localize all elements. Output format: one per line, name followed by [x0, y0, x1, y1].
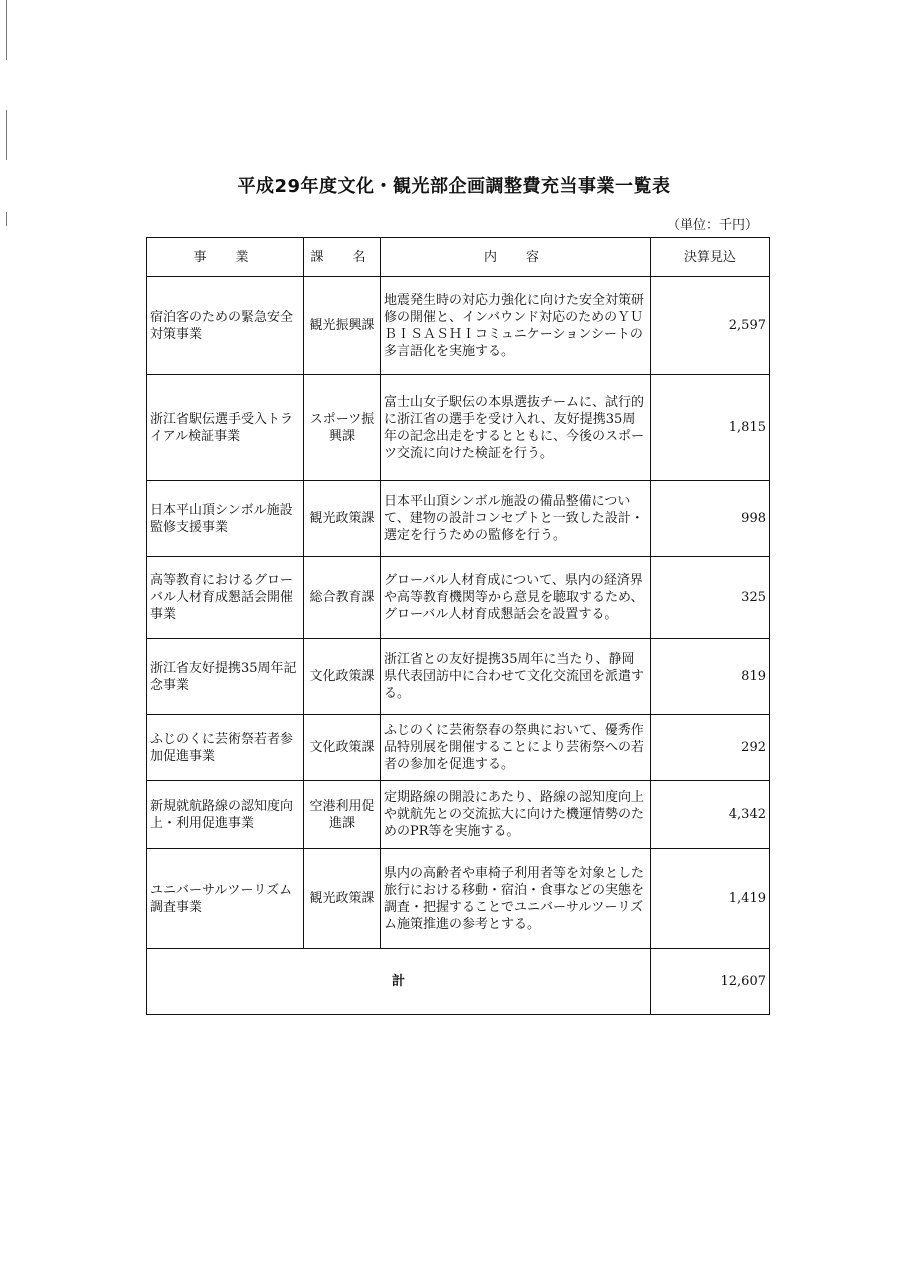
project-cell: 新規就航路線の認知度向上・利用促進事業: [147, 781, 304, 849]
amount-cell: 1,815: [651, 375, 770, 481]
header-content: 内 容: [381, 238, 651, 277]
table-row: [147, 781, 770, 849]
content-cell: 日本平山頂シンボル施設の備品整備について、建物の設計コンセプトと一致した設計・選定を行うための監修を行う。: [381, 481, 651, 557]
table-row: [147, 277, 770, 375]
section-cell: 文化政策課: [304, 639, 381, 715]
table-row: [147, 375, 770, 481]
amount-cell: 2,597: [651, 277, 770, 375]
section-cell: 文化政策課: [304, 715, 381, 781]
project-cell: 宿泊客のための緊急安全対策事業: [147, 277, 304, 375]
amount-cell: 998: [651, 481, 770, 557]
table-row: [147, 481, 770, 557]
total-amount: 12,607: [651, 949, 770, 1015]
table-row: [147, 715, 770, 781]
project-cell: 日本平山頂シンボル施設監修支援事業: [147, 481, 304, 557]
table-row: [147, 557, 770, 639]
table-row: [147, 639, 770, 715]
section-cell: スポーツ振興課: [304, 375, 381, 481]
content-cell: 県内の高齢者や車椅子利用者等を対象とした旅行における移動・宿泊・食事などの実態を調査・把握することでユニバーサルツーリズム施策推進の参考とする。: [381, 849, 651, 949]
content-cell: グローバル人材育成について、県内の経済界や高等教育機関等から意見を聴取するため、グローバル人材育成懇話会を設置する。: [381, 557, 651, 639]
section-cell: 観光政策課: [304, 481, 381, 557]
header-budget: 決算見込: [651, 238, 770, 277]
scan-edge-mark: [6, 0, 7, 60]
project-cell: ふじのくに芸術祭若者参加促進事業: [147, 715, 304, 781]
document-title: 平成29年度文化・観光部企画調整費充当事業一覧表: [237, 176, 671, 197]
content-cell: 定期路線の開設にあたり、路線の認知度向上や就航先との交流拡大に向けた機運情勢のためのPR等を実施する。: [381, 781, 651, 849]
section-cell: 総合教育課: [304, 557, 381, 639]
project-cell: 浙江省友好提携35周年記念事業: [147, 639, 304, 715]
content-cell: 富士山女子駅伝の本県選抜チームに、試行的に浙江省の選手を受け入れ、友好提携35周年の記念出走をするとともに、今後のスポーツ交流に向けた検証を行う。: [381, 375, 651, 481]
budget-table: [146, 237, 770, 1015]
amount-cell: 292: [651, 715, 770, 781]
content-cell: 地震発生時の対応力強化に向けた安全対策研修の開催と、インバウンド対応のためのＹＵＢＩＳＡＳＨＩコミュニケーションシートの多言語化を実施する。: [381, 277, 651, 375]
content-cell: 浙江省との友好提携35周年に当たり、静岡県代表団訪中に合わせて文化交流団を派遣する。: [381, 639, 651, 715]
scan-edge-mark: [6, 212, 7, 226]
section-cell: 空港利用促進課: [304, 781, 381, 849]
project-cell: 高等教育におけるグローバル人材育成懇話会開催事業: [147, 557, 304, 639]
table-header-row: [147, 238, 770, 277]
content-cell: ふじのくに芸術祭春の祭典において、優秀作品特別展を開催することにより芸術祭への若者の参加を促進する。: [381, 715, 651, 781]
section-cell: 観光振興課: [304, 277, 381, 375]
section-cell: 観光政策課: [304, 849, 381, 949]
unit-note: （単位：千円）: [666, 218, 758, 233]
amount-cell: 1,419: [651, 849, 770, 949]
header-project: 事 業: [147, 238, 304, 277]
amount-cell: 4,342: [651, 781, 770, 849]
scan-edge-mark: [6, 110, 7, 160]
table-row: [147, 849, 770, 949]
project-cell: ユニバーサルツーリズム調査事業: [147, 849, 304, 949]
project-cell: 浙江省駅伝選手受入トライアル検証事業: [147, 375, 304, 481]
total-label: 計: [147, 949, 651, 1015]
amount-cell: 325: [651, 557, 770, 639]
header-section: 課 名: [304, 238, 381, 277]
total-row: [147, 949, 770, 1015]
amount-cell: 819: [651, 639, 770, 715]
